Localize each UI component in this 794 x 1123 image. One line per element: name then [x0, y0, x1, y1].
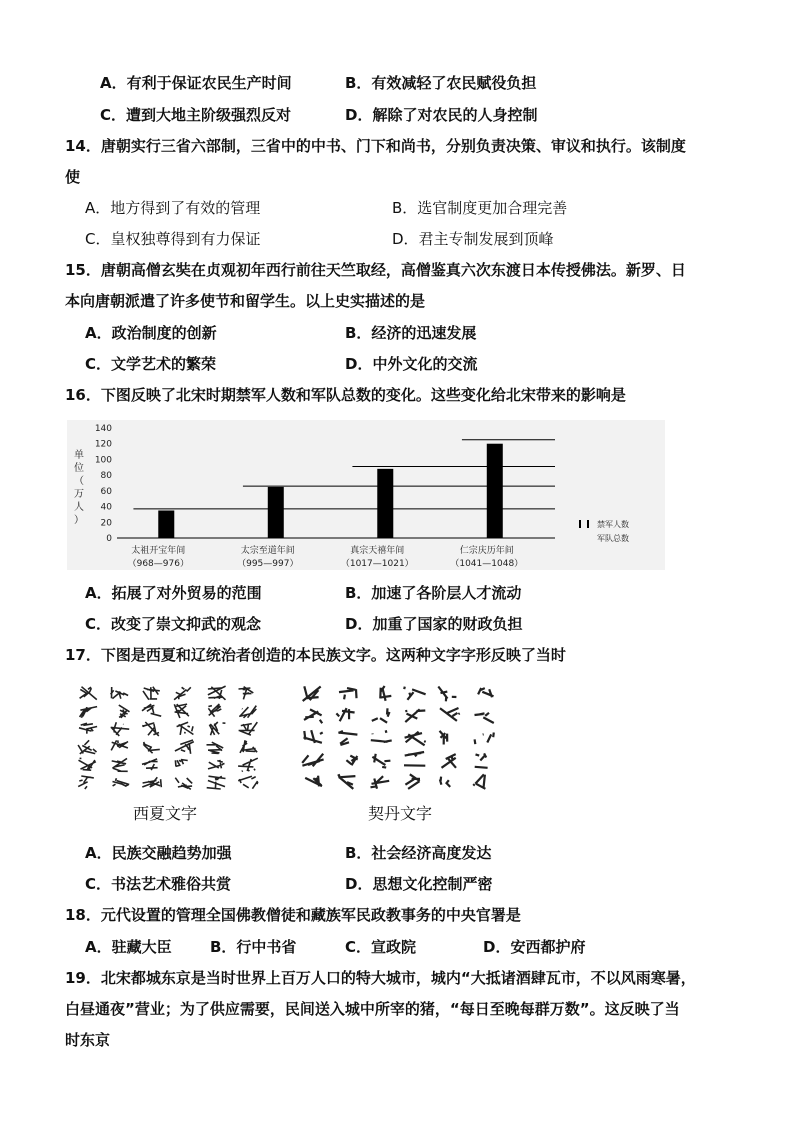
q16-option-c: C．改变了崇文抑武的观念	[85, 615, 262, 633]
q14-option-d: D．君主专制发展到顶峰	[392, 230, 554, 248]
xixia-glyph	[238, 758, 258, 771]
xixia-glyph	[79, 758, 96, 770]
khitan-glyph	[372, 708, 390, 722]
q18-option-a: A．驻藏大臣	[85, 938, 172, 956]
khitan-glyph	[303, 686, 321, 701]
xixia-khitan-script-image	[70, 680, 510, 825]
y-axis-label-char: 万	[74, 489, 84, 500]
khitan-glyph	[475, 753, 488, 767]
q18-stem: 18．元代设置的管理全国佛教僧徒和藏族军民政教事务的中央官署是	[65, 906, 521, 924]
legend-swatch-jinjun	[579, 520, 581, 528]
khitan-glyph	[440, 708, 460, 721]
xixia-glyph	[78, 740, 96, 754]
khitan-script-glyphs	[302, 686, 494, 789]
q13-option-c: C．遭到大地主阶级强烈反对	[100, 106, 292, 124]
q15-stem-line2: 本向唐朝派遣了许多使节和留学生。以上史实描述的是	[65, 292, 426, 310]
xixia-glyph	[207, 776, 226, 789]
xixia-glyph	[143, 742, 160, 753]
series-jinjun-bar	[377, 469, 393, 538]
xixia-glyph	[175, 760, 187, 767]
series-jinjun-bar	[268, 487, 284, 538]
xixia-glyph	[142, 777, 161, 787]
khitan-glyph	[405, 709, 425, 722]
x-tick-years-label: （1017—1021）	[340, 559, 414, 569]
khitan-glyph	[371, 776, 390, 789]
army-size-chart-svg	[67, 420, 665, 570]
xixia-glyph	[119, 705, 130, 718]
q13-option-b: B．有效减轻了农民赋役负担	[345, 74, 537, 92]
y-tick-label: 60	[100, 486, 112, 497]
khitan-glyph	[473, 774, 485, 788]
xixia-glyph	[207, 742, 224, 753]
q17-option-b: B．社会经济高度发达	[345, 844, 492, 862]
q15-option-b: B．经济的迅速发展	[345, 324, 477, 342]
khitan-glyph	[336, 708, 354, 721]
xixia-glyph	[80, 707, 98, 718]
x-tick-label: 真宗天禧年间	[350, 546, 405, 556]
q15-option-a: A．政治制度的创新	[85, 324, 217, 342]
y-tick-label: 40	[100, 502, 112, 513]
q14-stem-line1: 14．唐朝实行三省六部制，三省中的中书、门下和尚书，分别负责决策、审议和执行。该制度	[65, 137, 686, 155]
q15-stem-line1: 15．唐朝高僧玄奘在贞观初年西行前往天竺取经，高僧鉴真六次东渡日本传授佛法。新罗、日	[65, 261, 686, 279]
y-axis-label-char: 位	[74, 463, 84, 474]
khitan-glyph	[339, 688, 357, 699]
q14-option-b: B．选官制度更加合理完善	[392, 199, 568, 217]
legend-label-jinjun: 禁军人数	[597, 520, 629, 529]
xixia-glyph	[142, 722, 159, 736]
q18-option-c: C．宣政院	[345, 938, 417, 956]
xixia-glyph	[208, 760, 225, 769]
q16-option-b: B．加速了各阶层人才流动	[345, 584, 522, 602]
x-tick-label: 仁宗庆历年间	[459, 546, 514, 556]
xixia-glyph	[142, 759, 158, 770]
y-axis-label-char: （	[74, 476, 84, 487]
x-tick-years-label: （968—976）	[127, 559, 189, 569]
khitan-glyph	[438, 687, 456, 702]
khitan-glyph	[440, 777, 450, 787]
x-tick-label: 太祖开宝年间	[131, 546, 186, 556]
khitan-glyph	[475, 713, 494, 723]
q18-option-b: B．行中书省	[210, 938, 297, 956]
y-axis-label-char: 单	[74, 450, 84, 461]
xixia-glyph	[113, 778, 130, 786]
xixia-glyph	[142, 704, 161, 716]
army-size-chart	[67, 420, 665, 570]
y-tick-label: 0	[106, 534, 112, 544]
xixia-glyph	[239, 687, 254, 700]
xixia-glyph	[238, 776, 258, 788]
y-tick-label: 20	[100, 518, 112, 529]
q14-option-a: A．地方得到了有效的管理	[85, 199, 261, 217]
x-tick-label: 太宗至道年间	[240, 546, 295, 556]
khitan-glyph	[346, 756, 357, 766]
y-axis-label-char: ）	[74, 515, 84, 526]
xixia-glyph	[80, 687, 97, 700]
q15-option-d: D．中外文化的交流	[345, 355, 478, 373]
xixia-glyph	[239, 722, 258, 735]
legend-swatch-total	[587, 520, 589, 528]
khitan-glyph	[405, 732, 426, 746]
q15-option-c: C．文学艺术的繁荣	[85, 355, 217, 373]
khitan-glyph	[440, 731, 448, 745]
q17-option-d: D．思想文化控制严密	[345, 875, 493, 893]
xixia-glyph	[239, 706, 256, 718]
xixia-glyph	[240, 740, 257, 753]
khitan-caption: 契丹文字	[367, 804, 433, 823]
khitan-glyph	[404, 752, 425, 766]
khitan-glyph	[304, 709, 322, 723]
xixia-script-glyphs	[78, 686, 258, 789]
xixia-glyph	[177, 722, 194, 735]
xixia-glyph	[111, 722, 130, 736]
xixia-glyph	[78, 776, 94, 789]
khitan-glyph	[304, 730, 323, 743]
y-axis-label-char: 人	[74, 502, 84, 513]
q14-option-c: C．皇权独尊得到有力保证	[85, 230, 261, 248]
xixia-glyph	[175, 778, 192, 790]
khitan-glyph	[405, 774, 420, 789]
series-jinjun-bar	[158, 511, 174, 539]
q19-stem-line3: 时东京	[65, 1031, 111, 1049]
xixia-glyph	[175, 740, 194, 754]
x-tick-years-label: （1041—1048）	[450, 559, 524, 569]
q16-option-d: D．加重了国家的财政负担	[345, 615, 523, 633]
xixia-glyph	[209, 722, 225, 735]
khitan-glyph	[372, 754, 390, 768]
xixia-glyph	[174, 704, 189, 718]
khitan-glyph	[475, 733, 494, 745]
khitan-glyph	[338, 731, 357, 745]
q16-option-a: A．拓展了对外贸易的范围	[85, 584, 262, 602]
xixia-glyph	[111, 687, 129, 699]
q17-option-a: A．民族交融趋势加强	[85, 844, 232, 862]
khitan-glyph	[338, 775, 356, 789]
q17-option-c: C．书法艺术雅俗共赏	[85, 875, 232, 893]
xixia-glyph	[143, 687, 160, 700]
q18-option-d: D．安西都护府	[483, 938, 586, 956]
xixia-glyph	[208, 704, 221, 717]
q14-stem-line2: 使	[65, 168, 81, 186]
xixia-caption: 西夏文字	[132, 804, 198, 823]
y-tick-label: 80	[100, 471, 112, 482]
khitan-glyph	[302, 754, 323, 767]
y-tick-label: 140	[94, 424, 112, 434]
xixia-glyph	[112, 758, 128, 771]
khitan-glyph	[404, 687, 425, 700]
q16-stem: 16．下图反映了北宋时期禁军人数和军队总数的变化。这些变化给北宋带来的影响是	[65, 386, 626, 404]
khitan-glyph	[380, 686, 391, 701]
y-tick-label: 100	[94, 455, 112, 466]
xixia-glyph	[111, 740, 128, 750]
legend-label-total: 军队总数	[597, 534, 629, 543]
q19-stem-line1: 19．北宋都城东京是当时世界上百万人口的特大城市，城内“大抵诸酒肆瓦市，不以风雨寒暑，	[65, 969, 696, 987]
khitan-glyph	[305, 776, 322, 787]
khitan-glyph	[371, 730, 392, 742]
q13-option-a: A．有利于保证农民生产时间	[100, 74, 292, 92]
q13-option-d: D．解除了对农民的人身控制	[345, 106, 538, 124]
khitan-glyph	[442, 754, 457, 768]
xixia-glyph	[174, 687, 191, 699]
q19-stem-line2: 白昼通夜”营业；为了供应需要，民间送入城中所宰的猪，“每日至晚每群万数”。这反映了当	[65, 1000, 680, 1018]
y-tick-label: 120	[94, 439, 112, 450]
khitan-glyph	[478, 688, 493, 697]
xixia-glyph	[79, 723, 97, 733]
xixia-glyph	[208, 686, 226, 700]
x-tick-years-label: （995—997）	[237, 559, 299, 569]
q17-stem: 17．下图是西夏和辽统治者创造的本民族文字。这两种文字字形反映了当时	[65, 646, 566, 664]
series-jinjun-bar	[487, 444, 503, 538]
